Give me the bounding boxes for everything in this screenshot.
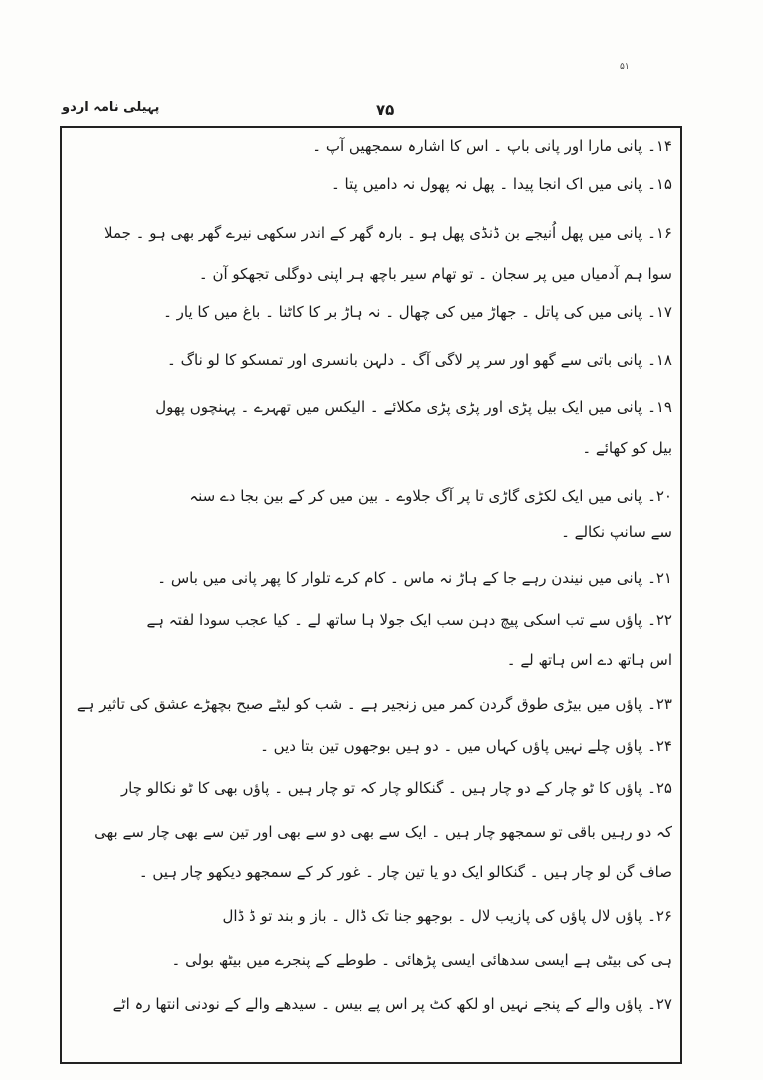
text-line: ۲۵۔ پاؤں کا ٹو چار کے دو چار ہیں ۔ گنکالو چار کہ تو چار ہیں ۔ پاؤں بھی کا ٹو نکالو چار [120, 779, 672, 797]
text-line: اس ہاتھ دے اس ہاتھ لے ۔ [506, 651, 672, 669]
corner-page-number: ۵۱ [620, 62, 630, 72]
text-line: سوا ہم آدمیاں میں پر سجان ۔ تو تھام سیر باچھ ہر اپنی دوگلی تجھکو آن ۔ [198, 265, 672, 283]
text-line: سے سانپ نکالے ۔ [561, 523, 672, 541]
text-line: ۱۵۔ پانی میں اک انجا پیدا ۔ پھل نہ پھول نہ دامیں پتا ۔ [330, 175, 672, 193]
text-line: ہی کی بیٹی ہے ایسی سدھائی ایسی پڑھائی ۔ طوطے کے پنجرے میں بیٹھ بولی ۔ [171, 951, 672, 969]
text-line: ۱۷۔ پانی میں کی پاتل ۔ جھاڑ میں کی چھال ۔ نہ ہاڑ بر کا کاٹنا ۔ باغ میں کا یار ۔ [163, 303, 672, 321]
text-line: ۱۶۔ پانی میں پھل اُنیجے بن ڈنڈی پھل ہو ۔ بارہ گھر کے اندر سکھی نیرے گھر بھی ہو ۔ جملا [104, 224, 672, 242]
header-title: پہیلی نامہ اردو [62, 100, 160, 115]
text-line: ۲۶۔ پاؤں لال پاؤں کی پازیب لال ۔ بوجھو جنا تک ڈال ۔ باز و بند تو ڈ ڈال [222, 907, 672, 925]
text-line: ۲۷۔ پاؤں والے کے پنجے نہیں او لکھ کٹ پر اس پے بیس ۔ سیدھے والے کے نودنی انتھا رہ اٹے [112, 995, 672, 1013]
text-line: بیل کو کھائے ۔ [582, 439, 672, 457]
page-number: ۷۵ [376, 101, 395, 119]
text-line: ۱۴۔ پانی مارا اور پانی باپ ۔ اس کا اشارہ سمجھیں آپ ۔ [312, 137, 672, 155]
text-line: ۱۹۔ پانی میں ایک بیل پڑی اور پڑی پڑی مکلائے ۔ الیکس میں تھہرے ۔ پہنچوں پھول [155, 398, 672, 416]
text-line: ۱۸۔ پانی باتی سے گھو اور سر پر لاگی آگ ۔ دلہن بانسری اور تمسکو کا لو ناگ ۔ [167, 351, 672, 369]
text-line: کہ دو رہیں باقی تو سمجھو چار ہیں ۔ ایک سے بھی دو سے بھی اور تین سے بھی چار سے بھی [94, 823, 672, 841]
text-line: ۲۲۔ پاؤں سے تب اسکی پیچ دہن سب ایک جولا ہا ساتھ لے ۔ کیا عجب سودا لفتہ ہے [146, 611, 672, 629]
text-line: ۲۴۔ پاؤں چلے نہیں پاؤں کہاں میں ۔ دو ہیں بوجھوں تین بتا دیں ۔ [260, 737, 672, 755]
text-line: ۲۳۔ پاؤں میں بیڑی طوق گردن کمر میں زنجیر ہے ۔ شب کو لیٹے صبح بچھڑے عشق کی تاثیر ہے [76, 695, 672, 713]
text-line: ۲۰۔ پانی میں ایک لکڑی گاڑی تا پر آگ جلاوے ۔ بین میں کر کے بین بجا دے سنہ [189, 487, 672, 505]
text-line: ۲۱۔ پانی میں نیندن رہے جا کے ہاڑ نہ ماس ۔ کام کرے تلوار کا پھر پانی میں باس ۔ [157, 569, 672, 587]
text-line: صاف گن لو چار ہیں ۔ گنکالو ایک دو یا تین چار ۔ غور کر کے سمجھو دیکھو چار ہیں ۔ [138, 863, 672, 881]
